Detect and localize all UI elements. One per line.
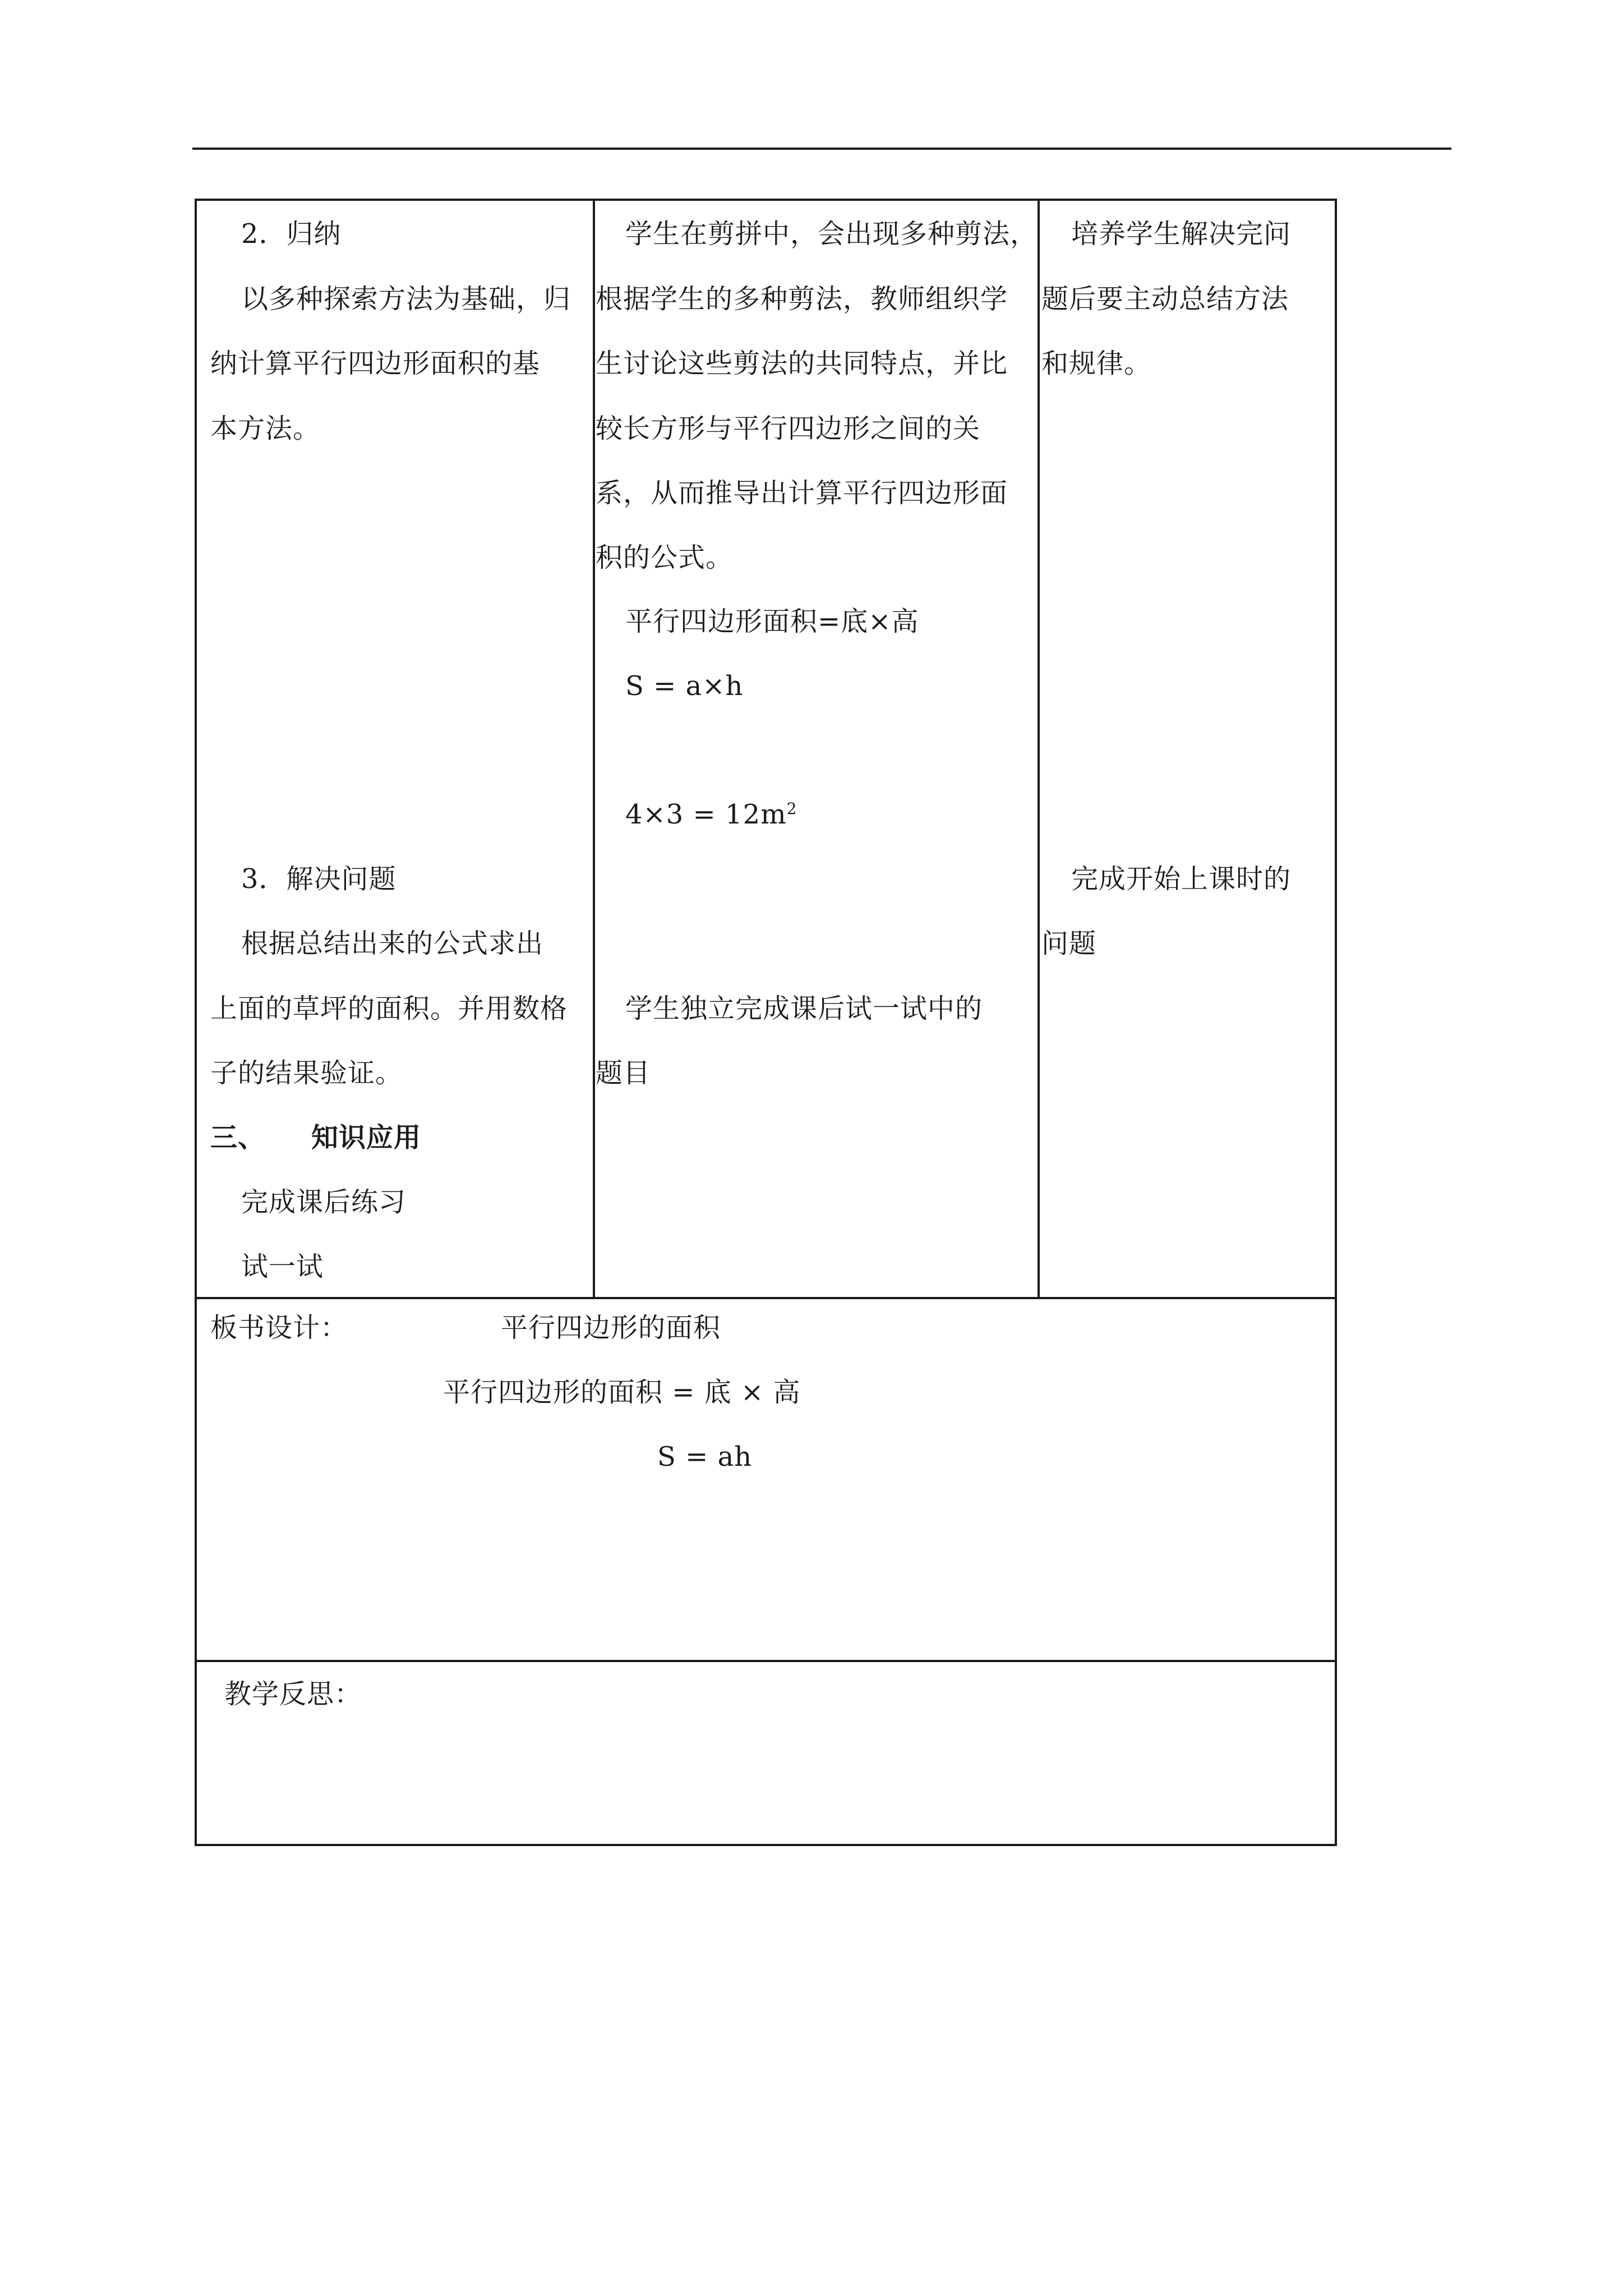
step3-heading: 3．解决问题 (241, 863, 396, 895)
section3-title: 知识应用 (311, 1122, 422, 1153)
col2-para2-line-2: 题目 (596, 1057, 651, 1089)
col2-formula-words: 平行四边形面积=底×高 (625, 606, 919, 637)
col2-para2-line-1: 学生独立完成课后试一试中的 (625, 993, 983, 1024)
step2-body-line-2: 纳计算平行四边形面积的基 (210, 348, 541, 379)
col3-para1-line-1: 培养学生解决完问 (1071, 218, 1292, 250)
col2-para1-line-3: 生讨论这些剪法的共同特点，并比 (596, 348, 1008, 379)
col3-para1-line-3: 和规律。 (1041, 348, 1152, 379)
step2-body-line-3: 本方法。 (210, 413, 321, 444)
board-title: 平行四边形的面积 (501, 1312, 721, 1343)
header-rule (192, 148, 1451, 150)
col2-para1-line-6: 积的公式。 (596, 542, 734, 573)
col3-para1-line-2: 题后要主动总结方法 (1041, 283, 1289, 315)
step3-body-line-1: 根据总结出来的公式求出 (241, 928, 544, 959)
row-divider-reflection (195, 1660, 1337, 1662)
col2-para1-line-4: 较长方形与平行四边形之间的关 (596, 413, 981, 444)
step2-body-line-1: 以多种探索方法为基础，归 (241, 283, 571, 315)
col3-para2-line-1: 完成开始上课时的 (1071, 863, 1292, 895)
col2-para1-line-1: 学生在剪拼中，会出现多种剪法， (625, 218, 1038, 250)
row-divider-board (195, 1297, 1337, 1299)
board-formula-symbols: S = ah (657, 1441, 753, 1473)
board-label: 板书设计： (210, 1312, 348, 1343)
step3-body-line-3: 子的结果验证。 (210, 1057, 403, 1089)
column-divider-1 (593, 199, 595, 1298)
practice-line-2: 试一试 (241, 1251, 324, 1282)
col2-para1-line-2: 根据学生的多种剪法，教师组织学 (596, 283, 1008, 315)
col2-para1-line-5: 系，从而推导出计算平行四边形面 (596, 477, 1008, 509)
col2-calculation-exponent: 2 (786, 799, 797, 818)
step2-heading: 2．归纳 (241, 218, 342, 250)
practice-line-1: 完成课后练习 (241, 1186, 407, 1218)
reflection-label: 教学反思： (224, 1678, 362, 1710)
section3-number: 三、 (210, 1122, 266, 1153)
col2-formula-symbols: S = a×h (625, 670, 744, 702)
board-formula-words: 平行四边形的面积 = 底 × 高 (443, 1377, 801, 1408)
col2-calculation-base: 4×3 = 12m (625, 799, 787, 830)
col3-para2-line-2: 问题 (1041, 928, 1097, 959)
column-divider-2 (1038, 199, 1040, 1298)
col2-calculation (625, 798, 797, 831)
step3-body-line-2: 上面的草坪的面积。并用数格 (210, 993, 568, 1024)
